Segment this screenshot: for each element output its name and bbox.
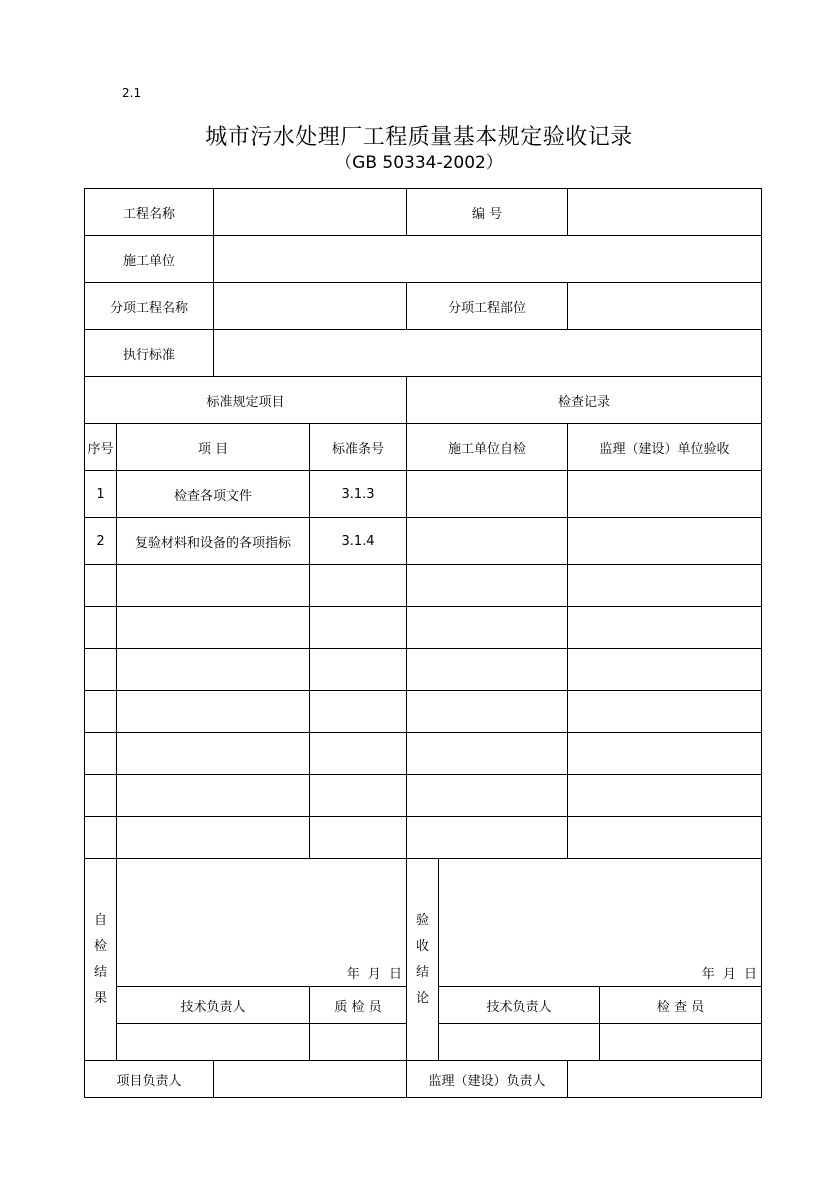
- clause-header: 标准条号: [310, 424, 407, 471]
- row-acceptance-cell[interactable]: [568, 518, 762, 565]
- quality-inspector-signature[interactable]: [310, 1024, 407, 1061]
- standard-label: 执行标准: [85, 330, 214, 377]
- row-acceptance-cell[interactable]: [568, 775, 762, 817]
- row-clause: 3.1.4: [310, 518, 407, 565]
- standard-field[interactable]: [214, 330, 762, 377]
- row-self-check-cell[interactable]: [407, 471, 568, 518]
- row-item[interactable]: [117, 775, 310, 817]
- section-header-row: [85, 377, 762, 424]
- row-self-check-cell[interactable]: [407, 565, 568, 607]
- row-clause[interactable]: [310, 565, 407, 607]
- row-self-check-cell[interactable]: [407, 691, 568, 733]
- project-manager-label: 项目负责人: [85, 1061, 214, 1098]
- section-number: 2.1: [122, 86, 142, 100]
- row-seq[interactable]: [85, 565, 117, 607]
- row-clause[interactable]: [310, 691, 407, 733]
- acceptance-conclusion-chars: 验 收 结 论: [416, 912, 430, 1006]
- form-title: 城市污水处理厂工程质量基本规定验收记录: [205, 125, 633, 150]
- project-name-label: 工程名称: [85, 189, 214, 236]
- project-name-row: [85, 189, 762, 236]
- column-header-row: [85, 424, 762, 471]
- seq-header: 序号: [85, 424, 117, 471]
- row-clause[interactable]: [310, 733, 407, 775]
- row-clause[interactable]: [310, 817, 407, 859]
- self-check-result-chars: 自 检 结 果: [93, 912, 107, 1006]
- acceptance-conclusion-label: [407, 859, 439, 1061]
- table-row: [85, 518, 762, 565]
- row-self-check-cell[interactable]: [407, 775, 568, 817]
- table-row: [85, 471, 762, 518]
- row-acceptance-cell[interactable]: [568, 607, 762, 649]
- row-seq: 2: [85, 518, 117, 565]
- row-item[interactable]: [117, 817, 310, 859]
- row-acceptance-cell[interactable]: [568, 691, 762, 733]
- acceptance-header: 监理（建设）单位验收: [568, 424, 762, 471]
- acceptance-tech-lead-label: 技术负责人: [439, 987, 600, 1024]
- table-row: [85, 607, 762, 649]
- inspection-record-header: 检查记录: [407, 377, 762, 424]
- row-item[interactable]: [117, 649, 310, 691]
- quality-inspector-label: 质 检 员: [310, 987, 407, 1024]
- row-clause[interactable]: [310, 649, 407, 691]
- self-tech-lead-signature[interactable]: [117, 1024, 310, 1061]
- table-row: [85, 649, 762, 691]
- table-row: [85, 565, 762, 607]
- project-name-field[interactable]: [214, 189, 407, 236]
- self-check-result-area[interactable]: [117, 859, 407, 987]
- item-header: 项 目: [117, 424, 310, 471]
- project-manager-signature[interactable]: [214, 1061, 407, 1098]
- self-check-header: 施工单位自检: [407, 424, 568, 471]
- supervisor-lead-label: 监理（建设）负责人: [407, 1061, 568, 1098]
- acceptance-date: 年 月 日: [701, 967, 758, 982]
- row-self-check-cell[interactable]: [407, 733, 568, 775]
- row-acceptance-cell[interactable]: [568, 733, 762, 775]
- row-acceptance-cell[interactable]: [568, 565, 762, 607]
- row-seq[interactable]: [85, 691, 117, 733]
- inspector-signature[interactable]: [600, 1024, 762, 1061]
- row-item[interactable]: [117, 565, 310, 607]
- subproject-part-field[interactable]: [568, 283, 762, 330]
- contractor-field[interactable]: [214, 236, 762, 283]
- acceptance-conclusion-area[interactable]: [439, 859, 762, 987]
- row-clause: 3.1.3: [310, 471, 407, 518]
- subproject-name-label: 分项工程名称: [85, 283, 214, 330]
- requirements-header: 标准规定项目: [85, 377, 407, 424]
- row-clause[interactable]: [310, 775, 407, 817]
- subproject-part-label: 分项工程部位: [407, 283, 568, 330]
- inspector-label: 检 查 员: [600, 987, 762, 1024]
- self-check-result-label: [85, 859, 117, 1061]
- form-subtitle: （GB 50334-2002）: [335, 153, 503, 173]
- responsible-person-row: [85, 1061, 762, 1098]
- table-row: [85, 733, 762, 775]
- row-self-check-cell[interactable]: [407, 518, 568, 565]
- standard-row: [85, 330, 762, 377]
- row-self-check-cell[interactable]: [407, 817, 568, 859]
- row-item[interactable]: [117, 733, 310, 775]
- row-clause[interactable]: [310, 607, 407, 649]
- acceptance-tech-lead-signature[interactable]: [439, 1024, 600, 1061]
- subproject-row: [85, 283, 762, 330]
- row-item[interactable]: [117, 607, 310, 649]
- number-label: 编 号: [407, 189, 568, 236]
- row-seq: 1: [85, 471, 117, 518]
- number-field[interactable]: [568, 189, 762, 236]
- contractor-label: 施工单位: [85, 236, 214, 283]
- row-acceptance-cell[interactable]: [568, 649, 762, 691]
- result-row: [85, 859, 762, 987]
- row-seq[interactable]: [85, 817, 117, 859]
- row-seq[interactable]: [85, 775, 117, 817]
- acceptance-form-table: [84, 188, 762, 1098]
- row-self-check-cell[interactable]: [407, 607, 568, 649]
- row-item[interactable]: [117, 691, 310, 733]
- table-row: [85, 691, 762, 733]
- row-acceptance-cell[interactable]: [568, 471, 762, 518]
- table-row: [85, 817, 762, 859]
- row-seq[interactable]: [85, 607, 117, 649]
- row-self-check-cell[interactable]: [407, 649, 568, 691]
- row-acceptance-cell[interactable]: [568, 817, 762, 859]
- subproject-name-field[interactable]: [214, 283, 407, 330]
- self-check-date: 年 月 日: [346, 967, 403, 982]
- contractor-row: [85, 236, 762, 283]
- row-seq[interactable]: [85, 649, 117, 691]
- self-tech-lead-label: 技术负责人: [117, 987, 310, 1024]
- table-row: [85, 775, 762, 817]
- row-item: 复验材料和设备的各项指标: [117, 518, 310, 565]
- row-item: 检查各项文件: [117, 471, 310, 518]
- supervisor-lead-signature[interactable]: [568, 1061, 762, 1098]
- row-seq[interactable]: [85, 733, 117, 775]
